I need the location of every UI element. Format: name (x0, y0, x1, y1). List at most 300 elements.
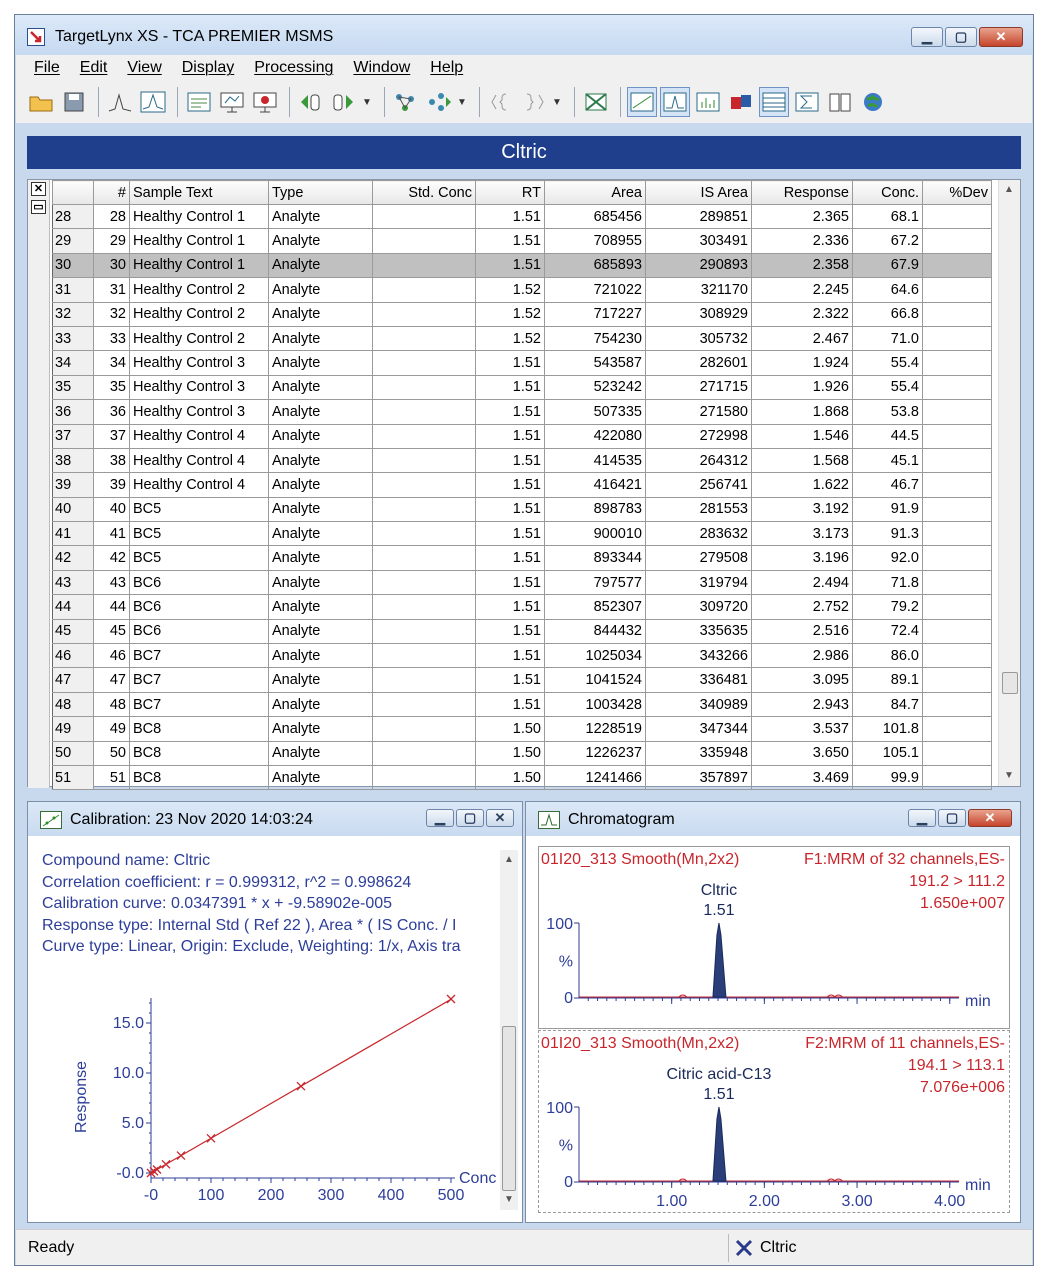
table-cell: 99.9 (853, 765, 923, 789)
table-row[interactable] (53, 302, 992, 326)
table-cell: Healthy Control 1 (130, 253, 269, 277)
x-tick-label: 3.00 (841, 1193, 873, 1210)
table-cell: 64.6 (853, 278, 923, 302)
table-cell (923, 326, 992, 350)
table-cell: Healthy Control 1 (130, 229, 269, 253)
response-type-line: Response type: Internal Std ( Ref 22 ), Area * ( IS Conc. / I (42, 916, 457, 934)
table-cell: 305732 (646, 326, 752, 350)
table-cell: 893344 (545, 546, 646, 570)
table-cell: 2.245 (752, 278, 853, 302)
table-cell: 1.52 (476, 278, 545, 302)
table-cell: Analyte (269, 595, 373, 619)
calibration-info (42, 850, 487, 958)
table-cell: 309720 (646, 595, 752, 619)
trace-1-intensity: 1.650e+007 (920, 895, 1005, 912)
table-row[interactable] (53, 400, 992, 424)
menu-edit[interactable]: Edit (79, 59, 108, 76)
table-cell: 36 (53, 400, 94, 424)
menu-file[interactable]: File (34, 59, 60, 76)
table-cell: 3.173 (752, 522, 853, 546)
table-cell: Analyte (269, 473, 373, 497)
table-cell: 66.8 (853, 302, 923, 326)
column-header[interactable] (53, 181, 94, 205)
table-cell: Analyte (269, 570, 373, 594)
y-tick-label: 0 (564, 990, 573, 1007)
table-cell: 38 (94, 448, 130, 472)
table-row[interactable] (53, 668, 992, 692)
table-cell: 105.1 (853, 741, 923, 765)
table-cell: 1.51 (476, 522, 545, 546)
table-cell: 2.322 (752, 302, 853, 326)
minimize-button[interactable]: ▁ (911, 27, 943, 47)
table-cell: 47 (53, 668, 94, 692)
report-icon[interactable] (184, 87, 214, 117)
calibration-view-icon[interactable] (627, 87, 657, 117)
summary-view-icon[interactable] (726, 87, 756, 117)
table-cell: BC8 (130, 765, 269, 789)
x-tick-label: 200 (257, 1187, 285, 1204)
table-cell: 68.1 (853, 205, 923, 229)
x-tick-label: -0 (143, 1187, 159, 1204)
table-row[interactable] (53, 205, 992, 229)
present-red-icon[interactable] (250, 87, 280, 117)
close-button[interactable]: ✕ (968, 809, 1012, 827)
table-cell: 2.986 (752, 644, 853, 668)
dropdown-arrow-icon[interactable]: ▼ (457, 96, 467, 108)
table-row[interactable] (53, 522, 992, 546)
table-cell: BC6 (130, 570, 269, 594)
trace-2-plot (539, 1031, 1009, 1212)
table-cell (373, 546, 476, 570)
fit-view-icon[interactable] (581, 87, 611, 117)
table-cell: 282601 (646, 351, 752, 375)
maximize-button[interactable]: ▢ (945, 27, 977, 47)
table-cell: 1.926 (752, 375, 853, 399)
vertical-scrollbar[interactable] (998, 180, 1020, 786)
table-cell: 2.336 (752, 229, 853, 253)
table-cell: 1.51 (476, 595, 545, 619)
table-cell: 79.2 (853, 595, 923, 619)
trace-1-transition: 191.2 > 111.2 (909, 873, 1005, 890)
table-cell: 1.51 (476, 205, 545, 229)
table-cell: BC7 (130, 692, 269, 716)
next-bracket-icon[interactable] (519, 87, 549, 117)
menu-bar (16, 55, 1032, 81)
chromatogram-icon (538, 811, 560, 829)
table-cell: 1.622 (752, 473, 853, 497)
scroll-down-icon[interactable]: ▼ (1004, 770, 1014, 781)
table-cell: 32 (53, 302, 94, 326)
table-cell: 29 (53, 229, 94, 253)
table-cell: 1241466 (545, 765, 646, 789)
calibration-scrollbar[interactable] (500, 850, 518, 1210)
table-cell: Analyte (269, 644, 373, 668)
molecule-icon[interactable] (391, 87, 421, 117)
table-header (53, 181, 992, 205)
table-cell: 1.51 (476, 473, 545, 497)
table-cell: 422080 (545, 424, 646, 448)
table-cell: 34 (94, 351, 130, 375)
window-controls (911, 27, 1023, 47)
table-cell (923, 595, 992, 619)
table-row[interactable] (53, 717, 992, 741)
table-cell (923, 351, 992, 375)
column-header[interactable]: # (94, 181, 130, 205)
x-tick-label: 1.00 (656, 1193, 688, 1210)
table-cell: 31 (53, 278, 94, 302)
prev-bracket-icon[interactable] (486, 87, 516, 117)
calibration-point (447, 995, 455, 1003)
table-cell: 44 (53, 595, 94, 619)
compound-x-icon (734, 1238, 754, 1262)
table-cell: 271580 (646, 400, 752, 424)
table-cell: 308929 (646, 302, 752, 326)
table-cell: 42 (53, 546, 94, 570)
table-cell: 1.51 (476, 692, 545, 716)
table-cell: 91.9 (853, 497, 923, 521)
menu-processing[interactable]: Processing (254, 59, 334, 76)
table-cell (373, 619, 476, 643)
table-cell: 340989 (646, 692, 752, 716)
table-cell: Analyte (269, 692, 373, 716)
table-cell (373, 375, 476, 399)
table-row[interactable] (53, 570, 992, 594)
table-row[interactable] (53, 644, 992, 668)
table-cell: 1226237 (545, 741, 646, 765)
table-row[interactable] (53, 375, 992, 399)
table-cell: 41 (94, 522, 130, 546)
scroll-up-icon[interactable]: ▲ (504, 854, 514, 865)
column-header[interactable]: Std. Conc (373, 181, 476, 205)
table-cell (373, 302, 476, 326)
y-tick-label: 10.0 (112, 1065, 144, 1082)
x-axis-label: min (965, 1177, 991, 1194)
calibration-point (207, 1134, 215, 1142)
table-cell: 72.4 (853, 619, 923, 643)
molecule-next-icon[interactable] (424, 87, 454, 117)
table-cell: 51 (53, 765, 94, 789)
table-cell: 1041524 (545, 668, 646, 692)
table-cell: 46.7 (853, 473, 923, 497)
table-cell: 43 (53, 570, 94, 594)
x-tick-label: 4.00 (934, 1193, 966, 1210)
table-cell: 33 (94, 326, 130, 350)
compound-banner: Cltric (27, 136, 1021, 169)
column-header[interactable]: Conc. (853, 181, 923, 205)
table-cell (373, 570, 476, 594)
menu-view[interactable]: View (127, 59, 162, 76)
table-cell: 844432 (545, 619, 646, 643)
present-icon[interactable] (217, 87, 247, 117)
window-title: TargetLynx XS - TCA PREMIER MSMS (55, 28, 334, 45)
table-row[interactable] (53, 448, 992, 472)
table-cell: BC7 (130, 644, 269, 668)
trace-2[interactable] (538, 1030, 1010, 1213)
globe-icon[interactable] (858, 87, 888, 117)
table-cell: 1.51 (476, 400, 545, 424)
table-cell: 36 (94, 400, 130, 424)
sum-icon[interactable] (792, 87, 822, 117)
minimize-button[interactable]: ▁ (426, 809, 454, 827)
table-row[interactable] (53, 351, 992, 375)
table-cell: BC6 (130, 619, 269, 643)
table-cell: 1.51 (476, 668, 545, 692)
table-cell: 3.537 (752, 717, 853, 741)
table-cell: 2.494 (752, 570, 853, 594)
chromatogram-pane (525, 801, 1021, 1223)
table-row[interactable] (53, 497, 992, 521)
table-cell: 50 (94, 741, 130, 765)
table-row[interactable] (53, 229, 992, 253)
table-cell: 28 (53, 205, 94, 229)
dropdown-arrow-icon[interactable]: ▼ (552, 96, 562, 108)
table-cell (373, 741, 476, 765)
table-cell: BC5 (130, 546, 269, 570)
scroll-thumb[interactable] (1002, 672, 1018, 694)
menu-help[interactable]: Help (430, 59, 464, 76)
table-cell: BC8 (130, 741, 269, 765)
dropdown-arrow-icon[interactable]: ▼ (362, 96, 372, 108)
calibration-pane (27, 801, 523, 1223)
table-cell (923, 400, 992, 424)
table-cell: Analyte (269, 326, 373, 350)
table-cell: 92.0 (853, 546, 923, 570)
compound-name-line: Compound name: Cltric (42, 852, 211, 869)
table-cell: 48 (94, 692, 130, 716)
results-table (52, 180, 992, 790)
column-header[interactable]: RT (476, 181, 545, 205)
table-cell: 1.51 (476, 229, 545, 253)
table-cell: Healthy Control 2 (130, 326, 269, 350)
table-cell: 35 (94, 375, 130, 399)
calibration-pane-header (28, 802, 522, 836)
table-cell (923, 619, 992, 643)
table-cell: 41 (53, 522, 94, 546)
table-cell: 1.51 (476, 570, 545, 594)
column-header[interactable]: Sample Text (130, 181, 269, 205)
column-header[interactable]: Area (545, 181, 646, 205)
table-cell: 30 (94, 253, 130, 277)
trace-1-file: 01I20_313 Smooth(Mn,2x2) (541, 851, 740, 868)
table-cell: 1.51 (476, 448, 545, 472)
status-separator (728, 1234, 729, 1262)
table-cell: Analyte (269, 424, 373, 448)
table-cell: Healthy Control 3 (130, 351, 269, 375)
maximize-button[interactable]: ▢ (938, 809, 966, 827)
table-cell: 414535 (545, 448, 646, 472)
table-cell: 44.5 (853, 424, 923, 448)
peak-detect-icon[interactable] (105, 87, 135, 117)
table-cell: 335635 (646, 619, 752, 643)
trace-2-intensity: 7.076e+006 (920, 1079, 1005, 1096)
table-cell (373, 595, 476, 619)
table-cell: 721022 (545, 278, 646, 302)
table-cell: 46 (94, 644, 130, 668)
table-cell: 256741 (646, 473, 752, 497)
table-cell: 33 (53, 326, 94, 350)
table-cell: 507335 (545, 400, 646, 424)
table-cell: 523242 (545, 375, 646, 399)
main-window (14, 14, 1034, 1266)
toolbar-separator (479, 87, 480, 117)
table-row[interactable] (53, 741, 992, 765)
table-row[interactable] (53, 326, 992, 350)
trace-2-transition: 194.1 > 113.1 (907, 1057, 1005, 1074)
y-axis-label: Response (73, 1060, 90, 1134)
table-cell (373, 765, 476, 789)
minimize-button[interactable]: ▁ (908, 809, 936, 827)
table-cell: 2.467 (752, 326, 853, 350)
grid-close-icon[interactable]: ✕ (31, 182, 46, 196)
table-cell (923, 473, 992, 497)
book-icon[interactable] (825, 87, 855, 117)
table-cell: Analyte (269, 497, 373, 521)
table-cell (923, 570, 992, 594)
chromatogram-view-icon[interactable] (660, 87, 690, 117)
y-tick-label: 15.0 (112, 1015, 144, 1032)
table-cell: 2.365 (752, 205, 853, 229)
column-header[interactable]: %Dev (923, 181, 992, 205)
table-cell (923, 741, 992, 765)
table-cell: 336481 (646, 668, 752, 692)
table-row[interactable] (53, 692, 992, 716)
x-tick-label: 500 (437, 1187, 465, 1204)
toolbar-separator (177, 87, 178, 117)
table-cell: 852307 (545, 595, 646, 619)
toolbar-separator (98, 87, 99, 117)
curve-type-line: Curve type: Linear, Origin: Exclude, Weighting: 1/x, Axis tra (42, 938, 461, 955)
table-cell: Analyte (269, 546, 373, 570)
close-button[interactable]: ✕ (979, 27, 1023, 47)
table-cell: 45.1 (853, 448, 923, 472)
column-header[interactable]: Type (269, 181, 373, 205)
integrate-icon[interactable] (138, 87, 168, 117)
table-row[interactable] (53, 473, 992, 497)
spectrum-view-icon[interactable] (693, 87, 723, 117)
maximize-button[interactable]: ▢ (456, 809, 484, 827)
table-cell (923, 278, 992, 302)
y-tick-label: -0.0 (116, 1165, 144, 1182)
table-cell: 1.51 (476, 424, 545, 448)
table-cell: 1.51 (476, 375, 545, 399)
table-cell (923, 692, 992, 716)
table-cell: 44 (94, 595, 130, 619)
x-tick-label: 300 (317, 1187, 345, 1204)
x-tick-label: 2.00 (748, 1193, 780, 1210)
table-cell: Analyte (269, 351, 373, 375)
table-row[interactable] (53, 595, 992, 619)
menu-window[interactable]: Window (353, 59, 411, 76)
table-cell: 357897 (646, 765, 752, 789)
table-cell: 55.4 (853, 375, 923, 399)
table-cell: 335948 (646, 741, 752, 765)
table-cell: 48 (53, 692, 94, 716)
open-folder-icon[interactable] (26, 87, 56, 117)
table-cell: 1.50 (476, 741, 545, 765)
table-cell: 3.650 (752, 741, 853, 765)
y-axis-label: % (558, 1137, 573, 1155)
table-cell: Analyte (269, 302, 373, 326)
table-cell: 38 (53, 448, 94, 472)
x-axis-label: min (965, 993, 991, 1010)
column-header[interactable]: Response (752, 181, 853, 205)
table-cell (373, 400, 476, 424)
table-cell: 708955 (545, 229, 646, 253)
table-cell: 303491 (646, 229, 752, 253)
table-cell (923, 644, 992, 668)
close-button[interactable]: ✕ (486, 809, 514, 827)
table-cell: Analyte (269, 205, 373, 229)
table-cell: 319794 (646, 570, 752, 594)
table-row[interactable] (53, 546, 992, 570)
table-view-icon[interactable] (759, 87, 789, 117)
table-row[interactable] (53, 619, 992, 643)
table-cell: 1.51 (476, 644, 545, 668)
table-row[interactable] (53, 765, 992, 789)
menu-display[interactable]: Display (181, 59, 235, 76)
table-cell: 283632 (646, 522, 752, 546)
table-cell: 67.9 (853, 253, 923, 277)
grid-restore-icon[interactable]: ▭ (31, 200, 46, 214)
table-cell: 685456 (545, 205, 646, 229)
table-cell: 279508 (646, 546, 752, 570)
table-cell: Healthy Control 4 (130, 473, 269, 497)
table-cell: 55.4 (853, 351, 923, 375)
table-cell: 1.51 (476, 253, 545, 277)
table-cell: 30 (53, 253, 94, 277)
table-cell: 797577 (545, 570, 646, 594)
table-cell: 1.52 (476, 326, 545, 350)
table-cell: BC7 (130, 668, 269, 692)
toolbar-separator (384, 87, 385, 117)
column-header[interactable]: IS Area (646, 181, 752, 205)
trace-1[interactable] (538, 846, 1010, 1029)
trace-1-plot (539, 847, 1009, 1028)
peak-compound-label: Cltric (700, 882, 738, 899)
table-cell: 1.51 (476, 546, 545, 570)
table-cell: 40 (94, 497, 130, 521)
table-cell: 717227 (545, 302, 646, 326)
save-icon[interactable] (59, 87, 89, 117)
table-cell: 37 (94, 424, 130, 448)
table-cell: 51 (94, 765, 130, 789)
table-cell: 1.50 (476, 717, 545, 741)
scroll-thumb[interactable] (502, 1026, 516, 1191)
x-tick-label: 400 (377, 1187, 405, 1204)
next-sample-icon[interactable] (329, 87, 359, 117)
table-cell (923, 229, 992, 253)
previous-sample-icon[interactable] (296, 87, 326, 117)
table-cell (373, 448, 476, 472)
table-cell: Healthy Control 1 (130, 205, 269, 229)
table-cell: 49 (94, 717, 130, 741)
table-cell: 34 (53, 351, 94, 375)
table-row[interactable] (53, 278, 992, 302)
table-cell: 289851 (646, 205, 752, 229)
table-cell (373, 497, 476, 521)
table-cell (923, 424, 992, 448)
table-cell: 281553 (646, 497, 752, 521)
table-cell: 543587 (545, 351, 646, 375)
table-row[interactable] (53, 253, 992, 277)
scroll-up-icon[interactable]: ▲ (1004, 184, 1014, 195)
table-cell (923, 375, 992, 399)
scroll-down-icon[interactable]: ▼ (504, 1194, 514, 1205)
table-cell (373, 717, 476, 741)
table-cell: 84.7 (853, 692, 923, 716)
table-row[interactable] (53, 424, 992, 448)
table-cell: 347344 (646, 717, 752, 741)
